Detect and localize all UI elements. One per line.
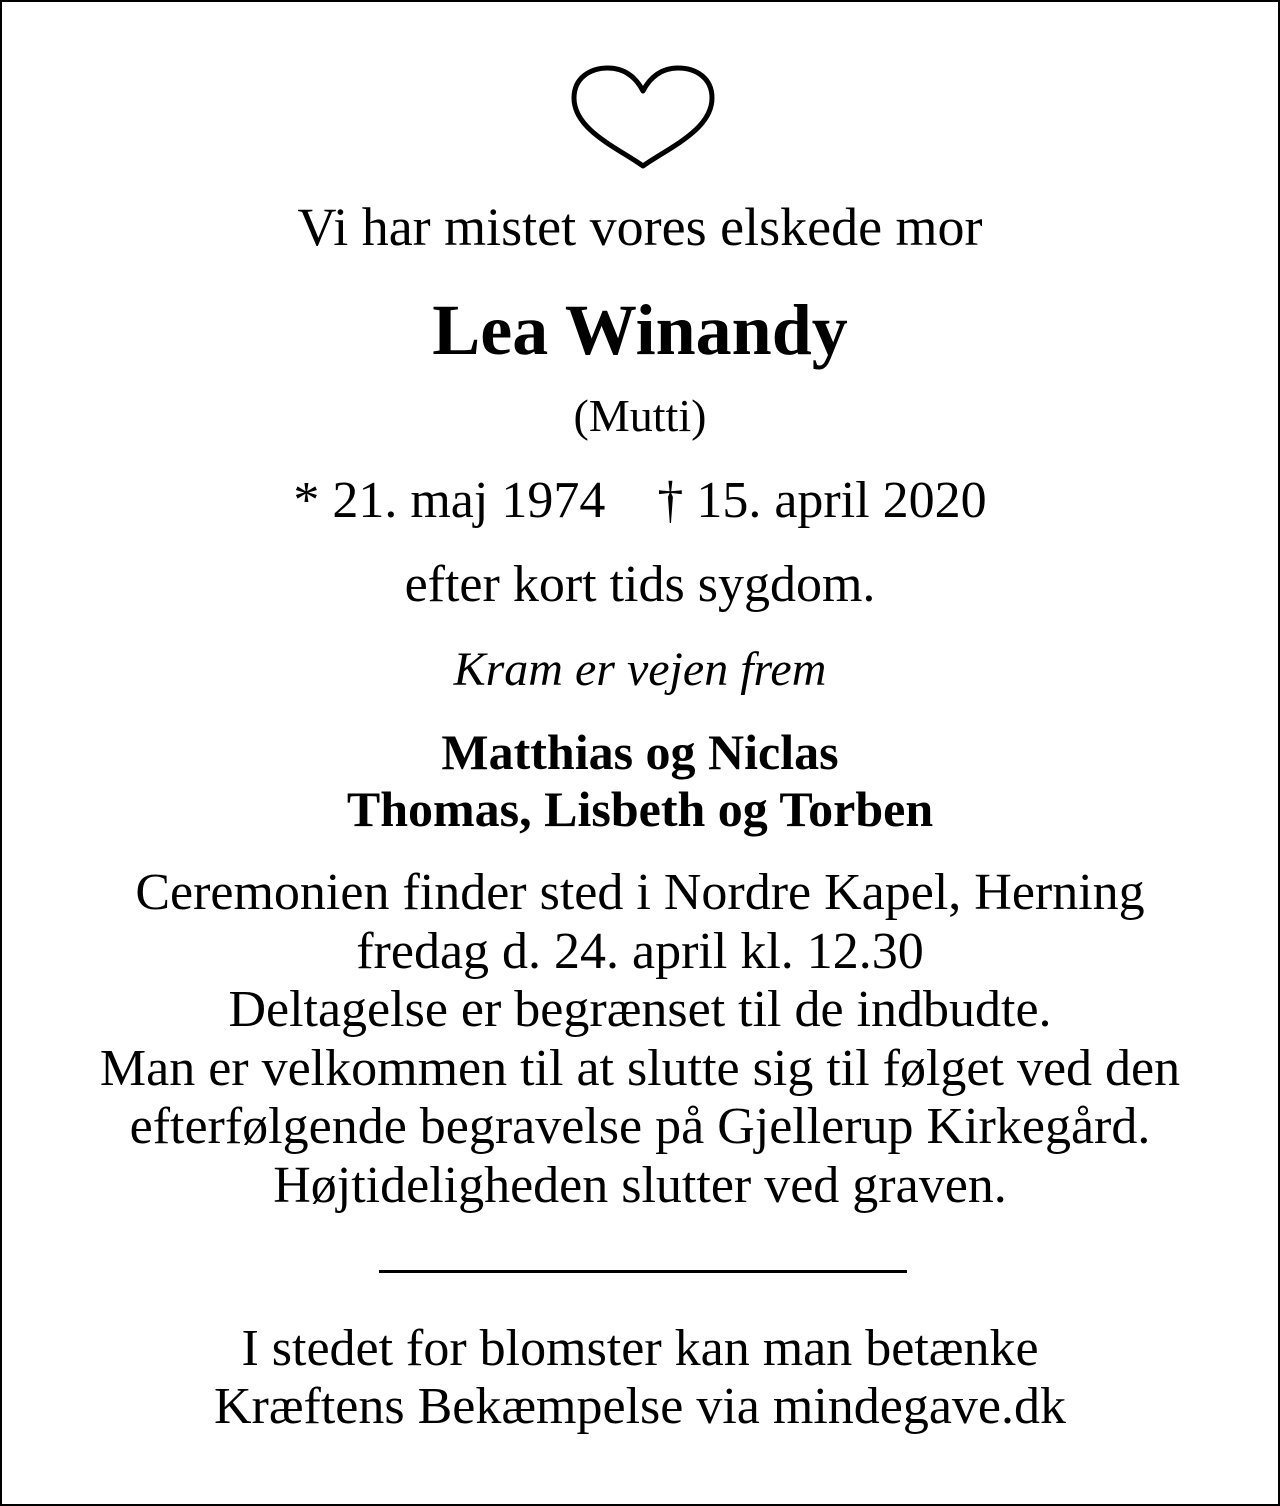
ceremony-line: efterfølgende begravelse på Gjellerup Kirkegård. (129, 1098, 1151, 1155)
cause-of-death: efter kort tids sygdom. (404, 556, 876, 613)
death-date: † 15. april 2020 (657, 472, 987, 529)
ceremony-line: Man er velkommen til at slutte sig til følget ved den (99, 1039, 1181, 1097)
motto: Kram er vejen frem (453, 643, 827, 696)
donation-line: Kræftens Bekæmpelse via mindegave.dk (213, 1378, 1067, 1435)
divider-line (379, 1270, 907, 1273)
heart-outline-icon (568, 64, 718, 174)
ceremony-line: Deltagelse er begrænset til de indbudte. (228, 981, 1052, 1038)
family-line: Thomas, Lisbeth og Torben (346, 781, 934, 837)
donation-line: I stedet for blomster kan man betænke (241, 1320, 1039, 1377)
life-dates (2, 470, 1278, 532)
birth-date: * 21. maj 1974 (293, 472, 606, 529)
family-names (2, 724, 1278, 838)
ceremony-line: Ceremonien finder sted i Nordre Kapel, Herning (135, 864, 1145, 921)
nickname: (Mutti) (573, 390, 707, 441)
ceremony-line: Højtideligheden slutter ved graven. (273, 1156, 1007, 1214)
ceremony-line: fredag d. 24. april kl. 12.30 (356, 922, 924, 980)
donation-note (2, 1320, 1278, 1436)
family-line: Matthias og Niclas (441, 724, 839, 780)
deceased-name: Lea Winandy (432, 290, 848, 370)
intro-text: Vi har mistet vores elskede mor (297, 197, 983, 257)
ceremony-details (2, 864, 1278, 1215)
